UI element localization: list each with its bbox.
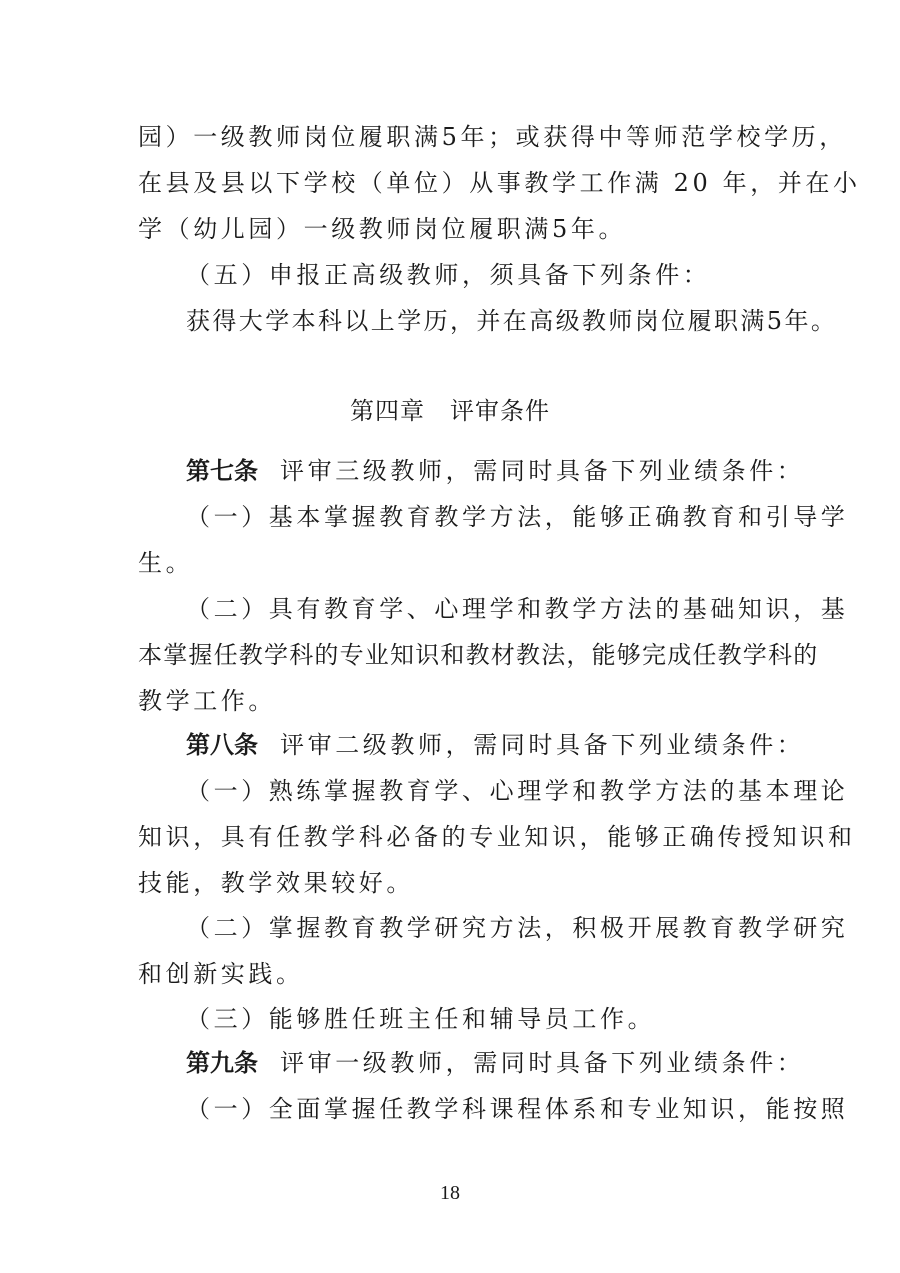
article-9 [186, 1048, 816, 1078]
paragraph-line: （二）掌握教育教学研究方法，积极开展教育教学研究 [186, 914, 849, 942]
paragraph-line: 和创新实践。 [138, 960, 304, 988]
paragraph-line: 获得大学本科以上学历，并在高级教师岗位履职满5年。 [186, 307, 838, 335]
article-label: 第八条 [186, 731, 258, 759]
paragraph-line: 知识，具有任教学科必备的专业知识，能够正确传授知识和 [138, 823, 856, 851]
chapter-heading: 第四章 评审条件 [350, 397, 550, 425]
paragraph-line: （三）能够胜任班主任和辅导员工作。 [186, 1005, 656, 1033]
article-text: 评审二级教师，需同时具备下列业绩条件： [280, 731, 805, 759]
paragraph-line: 园）一级教师岗位履职满5年；或获得中等师范学校学历， [138, 123, 847, 151]
paragraph-line: （一）熟练掌握教育学、心理学和教学方法的基本理论 [186, 777, 849, 805]
article-label: 第九条 [186, 1049, 258, 1077]
paragraph-line: 学（幼儿园）一级教师岗位履职满5年。 [138, 215, 627, 243]
paragraph-line: 教学工作。 [138, 687, 276, 715]
article-label: 第七条 [186, 457, 258, 485]
paragraph-line: 生。 [138, 549, 194, 577]
paragraph-line: （二）具有教育学、心理学和教学方法的基础知识，基 [186, 595, 849, 623]
paragraph-line: （一）全面掌握任教学科课程体系和专业知识，能按照 [186, 1095, 849, 1123]
paragraph-line: 本掌握任教学科的专业知识和教材教法，能够完成任教学科的 [138, 641, 819, 669]
paragraph-line: 技能，教学效果较好。 [138, 869, 414, 897]
paragraph-line: 在县及县以下学校（单位）从事教学工作满 20 年，并在小 [138, 169, 861, 197]
paragraph-line: （一）基本掌握教育教学方法，能够正确教育和引导学 [186, 503, 849, 531]
article-7 [186, 456, 816, 486]
page-number: 18 [440, 1182, 460, 1204]
article-8 [186, 730, 816, 760]
paragraph-line: （五）申报正高级教师，须具备下列条件： [186, 261, 711, 289]
article-text: 评审一级教师，需同时具备下列业绩条件： [280, 1049, 805, 1077]
article-text: 评审三级教师，需同时具备下列业绩条件： [280, 457, 805, 485]
